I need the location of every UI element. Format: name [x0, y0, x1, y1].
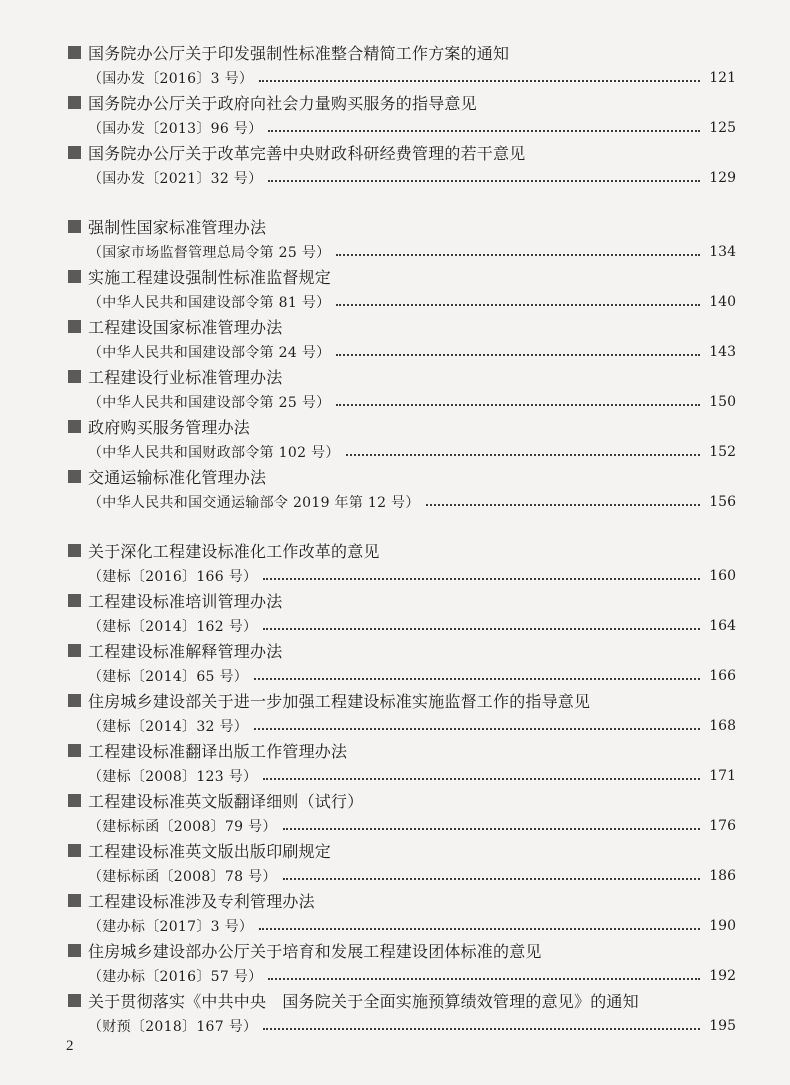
- toc-entry-title: 交通运输标准化管理办法: [88, 468, 267, 487]
- toc-entry-title: 强制性国家标准管理办法: [88, 218, 267, 237]
- document-number: （中华人民共和国建设部令第 81 号）: [88, 294, 331, 311]
- toc-entry-reference-line: [68, 489, 736, 514]
- square-bullet-icon: [68, 220, 81, 233]
- toc-entry-title-line: [68, 638, 736, 663]
- toc-entry-reference-line: [68, 613, 736, 638]
- toc-entry[interactable]: [68, 314, 736, 364]
- document-number: （建标标函〔2008〕79 号）: [88, 818, 277, 835]
- toc-entry-title: 工程建设标准解释管理办法: [88, 642, 283, 661]
- toc-entry-reference-line: [68, 165, 736, 190]
- toc-entry-title-line: [68, 788, 736, 813]
- toc-entry-title-line: [68, 140, 736, 165]
- toc-entry-reference-line: [68, 389, 736, 414]
- document-number: （建标〔2014〕65 号）: [88, 668, 249, 685]
- toc-page-number: 134: [709, 243, 736, 260]
- document-number: （中华人民共和国财政部令第 102 号）: [88, 444, 340, 461]
- dot-leader: [263, 628, 700, 630]
- square-bullet-icon: [68, 146, 81, 159]
- document-number: （中华人民共和国建设部令第 24 号）: [88, 344, 331, 361]
- toc-entry-title-line: [68, 264, 736, 289]
- toc-entry-title: 国务院办公厅关于政府向社会力量购买服务的指导意见: [88, 94, 477, 113]
- toc-entry-reference-line: [68, 913, 736, 938]
- toc-entry-title: 国务院办公厅关于改革完善中央财政科研经费管理的若干意见: [88, 144, 526, 163]
- toc-entry-reference-line: [68, 115, 736, 140]
- toc-entry-title-line: [68, 364, 736, 389]
- dot-leader: [263, 578, 700, 580]
- toc-entry-reference-line: [68, 339, 736, 364]
- toc-page-number: 125: [709, 119, 736, 136]
- toc-entry-title: 住房城乡建设部关于进一步加强工程建设标准实施监督工作的指导意见: [88, 692, 591, 711]
- toc-entry[interactable]: [68, 988, 736, 1038]
- toc-entry[interactable]: [68, 464, 736, 514]
- dot-leader: [268, 130, 700, 132]
- toc-entry-title-line: [68, 738, 736, 763]
- square-bullet-icon: [68, 744, 81, 757]
- toc-entry[interactable]: [68, 938, 736, 988]
- toc-entry-reference-line: [68, 563, 736, 588]
- toc-entry-title-line: [68, 214, 736, 239]
- document-number: （财预〔2018〕167 号）: [88, 1018, 258, 1035]
- dot-leader: [336, 354, 700, 356]
- dot-leader: [283, 878, 700, 880]
- dot-leader: [336, 404, 700, 406]
- document-number: （建标〔2014〕32 号）: [88, 718, 249, 735]
- toc-page-number: 186: [709, 867, 736, 884]
- toc-entry-reference-line: [68, 963, 736, 988]
- square-bullet-icon: [68, 794, 81, 807]
- toc-entry[interactable]: [68, 414, 736, 464]
- document-number: （中华人民共和国建设部令第 25 号）: [88, 394, 331, 411]
- toc-page-number: 166: [709, 667, 736, 684]
- square-bullet-icon: [68, 46, 81, 59]
- toc-entry[interactable]: [68, 40, 736, 90]
- document-number: （建标〔2014〕162 号）: [88, 618, 258, 635]
- toc-entry-title: 国务院办公厅关于印发强制性标准整合精简工作方案的通知: [88, 44, 510, 63]
- toc-page-number: 176: [709, 817, 736, 834]
- toc-entry-title-line: [68, 838, 736, 863]
- toc-entry-reference-line: [68, 813, 736, 838]
- dot-leader: [263, 778, 700, 780]
- toc-entry-reference-line: [68, 713, 736, 738]
- section-gap: [68, 190, 736, 214]
- toc-page-number: 129: [709, 169, 736, 186]
- document-number: （建办标〔2017〕3 号）: [88, 918, 254, 935]
- toc-entry[interactable]: [68, 264, 736, 314]
- toc-entry-title-line: [68, 314, 736, 339]
- toc-page-number: 192: [709, 967, 736, 984]
- document-number: （国家市场监督管理总局令第 25 号）: [88, 244, 331, 261]
- square-bullet-icon: [68, 270, 81, 283]
- toc-entry-title: 工程建设标准英文版出版印刷规定: [88, 842, 332, 861]
- square-bullet-icon: [68, 894, 81, 907]
- square-bullet-icon: [68, 844, 81, 857]
- dot-leader: [336, 304, 700, 306]
- dot-leader: [268, 180, 700, 182]
- square-bullet-icon: [68, 944, 81, 957]
- toc-entry-title: 工程建设标准英文版翻译细则（试行）: [88, 792, 364, 811]
- toc-entry-reference-line: [68, 663, 736, 688]
- toc-entry[interactable]: [68, 214, 736, 264]
- dot-leader: [268, 978, 700, 980]
- toc-entry[interactable]: [68, 90, 736, 140]
- dot-leader: [259, 928, 700, 930]
- toc-entry-title-line: [68, 588, 736, 613]
- toc-entry-title: 实施工程建设强制性标准监督规定: [88, 268, 332, 287]
- toc-page-number: 152: [709, 443, 736, 460]
- square-bullet-icon: [68, 96, 81, 109]
- toc-entry-title-line: [68, 90, 736, 115]
- square-bullet-icon: [68, 694, 81, 707]
- toc-entry-title: 工程建设国家标准管理办法: [88, 318, 283, 337]
- toc-page-number: 143: [709, 343, 736, 360]
- toc-entry-reference-line: [68, 439, 736, 464]
- toc-entry-title: 工程建设行业标准管理办法: [88, 368, 283, 387]
- toc-page-number: 190: [709, 917, 736, 934]
- dot-leader: [259, 80, 700, 82]
- toc-entry[interactable]: [68, 538, 736, 588]
- document-number: （建标标函〔2008〕78 号）: [88, 868, 277, 885]
- square-bullet-icon: [68, 370, 81, 383]
- square-bullet-icon: [68, 420, 81, 433]
- toc-entry[interactable]: [68, 638, 736, 688]
- toc-entry-title: 工程建设标准培训管理办法: [88, 592, 283, 611]
- toc-page-number: 160: [709, 567, 736, 584]
- toc-page-number: 121: [709, 69, 736, 86]
- toc-page-number: 150: [709, 393, 736, 410]
- toc-entry[interactable]: [68, 588, 736, 638]
- toc-entry[interactable]: [68, 688, 736, 738]
- table-of-contents: [68, 40, 736, 1038]
- document-number: （国办发〔2021〕32 号）: [88, 170, 263, 187]
- toc-page-number: 168: [709, 717, 736, 734]
- toc-entry[interactable]: [68, 788, 736, 838]
- toc-entry-title-line: [68, 688, 736, 713]
- section-gap: [68, 514, 736, 538]
- toc-entry-title-line: [68, 538, 736, 563]
- dot-leader: [263, 1028, 700, 1030]
- toc-entry-title: 工程建设标准翻译出版工作管理办法: [88, 742, 348, 761]
- toc-entry[interactable]: [68, 364, 736, 414]
- toc-entry[interactable]: [68, 140, 736, 190]
- square-bullet-icon: [68, 994, 81, 1007]
- page-number: 2: [66, 1038, 74, 1054]
- toc-entry-title: 住房城乡建设部办公厅关于培育和发展工程建设团体标准的意见: [88, 942, 542, 961]
- toc-page-number: 195: [709, 1017, 736, 1034]
- square-bullet-icon: [68, 544, 81, 557]
- toc-entry[interactable]: [68, 738, 736, 788]
- toc-entry[interactable]: [68, 838, 736, 888]
- toc-entry-title: 工程建设标准涉及专利管理办法: [88, 892, 315, 911]
- dot-leader: [254, 678, 700, 680]
- dot-leader: [254, 728, 700, 730]
- document-number: （建标〔2016〕166 号）: [88, 568, 258, 585]
- document-number: （建标〔2008〕123 号）: [88, 768, 258, 785]
- toc-page-number: 171: [709, 767, 736, 784]
- toc-entry-title-line: [68, 414, 736, 439]
- toc-entry-reference-line: [68, 239, 736, 264]
- square-bullet-icon: [68, 470, 81, 483]
- toc-entry-title-line: [68, 888, 736, 913]
- toc-entry-reference-line: [68, 65, 736, 90]
- toc-entry-reference-line: [68, 763, 736, 788]
- square-bullet-icon: [68, 320, 81, 333]
- toc-page-number: 140: [709, 293, 736, 310]
- dot-leader: [426, 504, 700, 506]
- dot-leader: [346, 454, 700, 456]
- toc-entry-reference-line: [68, 863, 736, 888]
- toc-entry-reference-line: [68, 1013, 736, 1038]
- toc-page-number: 156: [709, 493, 736, 510]
- toc-entry-title-line: [68, 988, 736, 1013]
- toc-entry-title: 关于深化工程建设标准化工作改革的意见: [88, 542, 380, 561]
- dot-leader: [336, 254, 700, 256]
- dot-leader: [283, 828, 700, 830]
- toc-entry-title-line: [68, 40, 736, 65]
- square-bullet-icon: [68, 594, 81, 607]
- toc-entry-title-line: [68, 938, 736, 963]
- document-number: （国办发〔2013〕96 号）: [88, 120, 263, 137]
- toc-page-number: 164: [709, 617, 736, 634]
- toc-entry[interactable]: [68, 888, 736, 938]
- document-number: （建办标〔2016〕57 号）: [88, 968, 263, 985]
- document-number: （国办发〔2016〕3 号）: [88, 70, 254, 87]
- toc-entry-reference-line: [68, 289, 736, 314]
- square-bullet-icon: [68, 644, 81, 657]
- toc-entry-title-line: [68, 464, 736, 489]
- document-number: （中华人民共和国交通运输部令 2019 年第 12 号）: [88, 494, 420, 511]
- toc-entry-title: 关于贯彻落实《中共中央 国务院关于全面实施预算绩效管理的意见》的通知: [88, 992, 639, 1011]
- toc-entry-title: 政府购买服务管理办法: [88, 418, 251, 437]
